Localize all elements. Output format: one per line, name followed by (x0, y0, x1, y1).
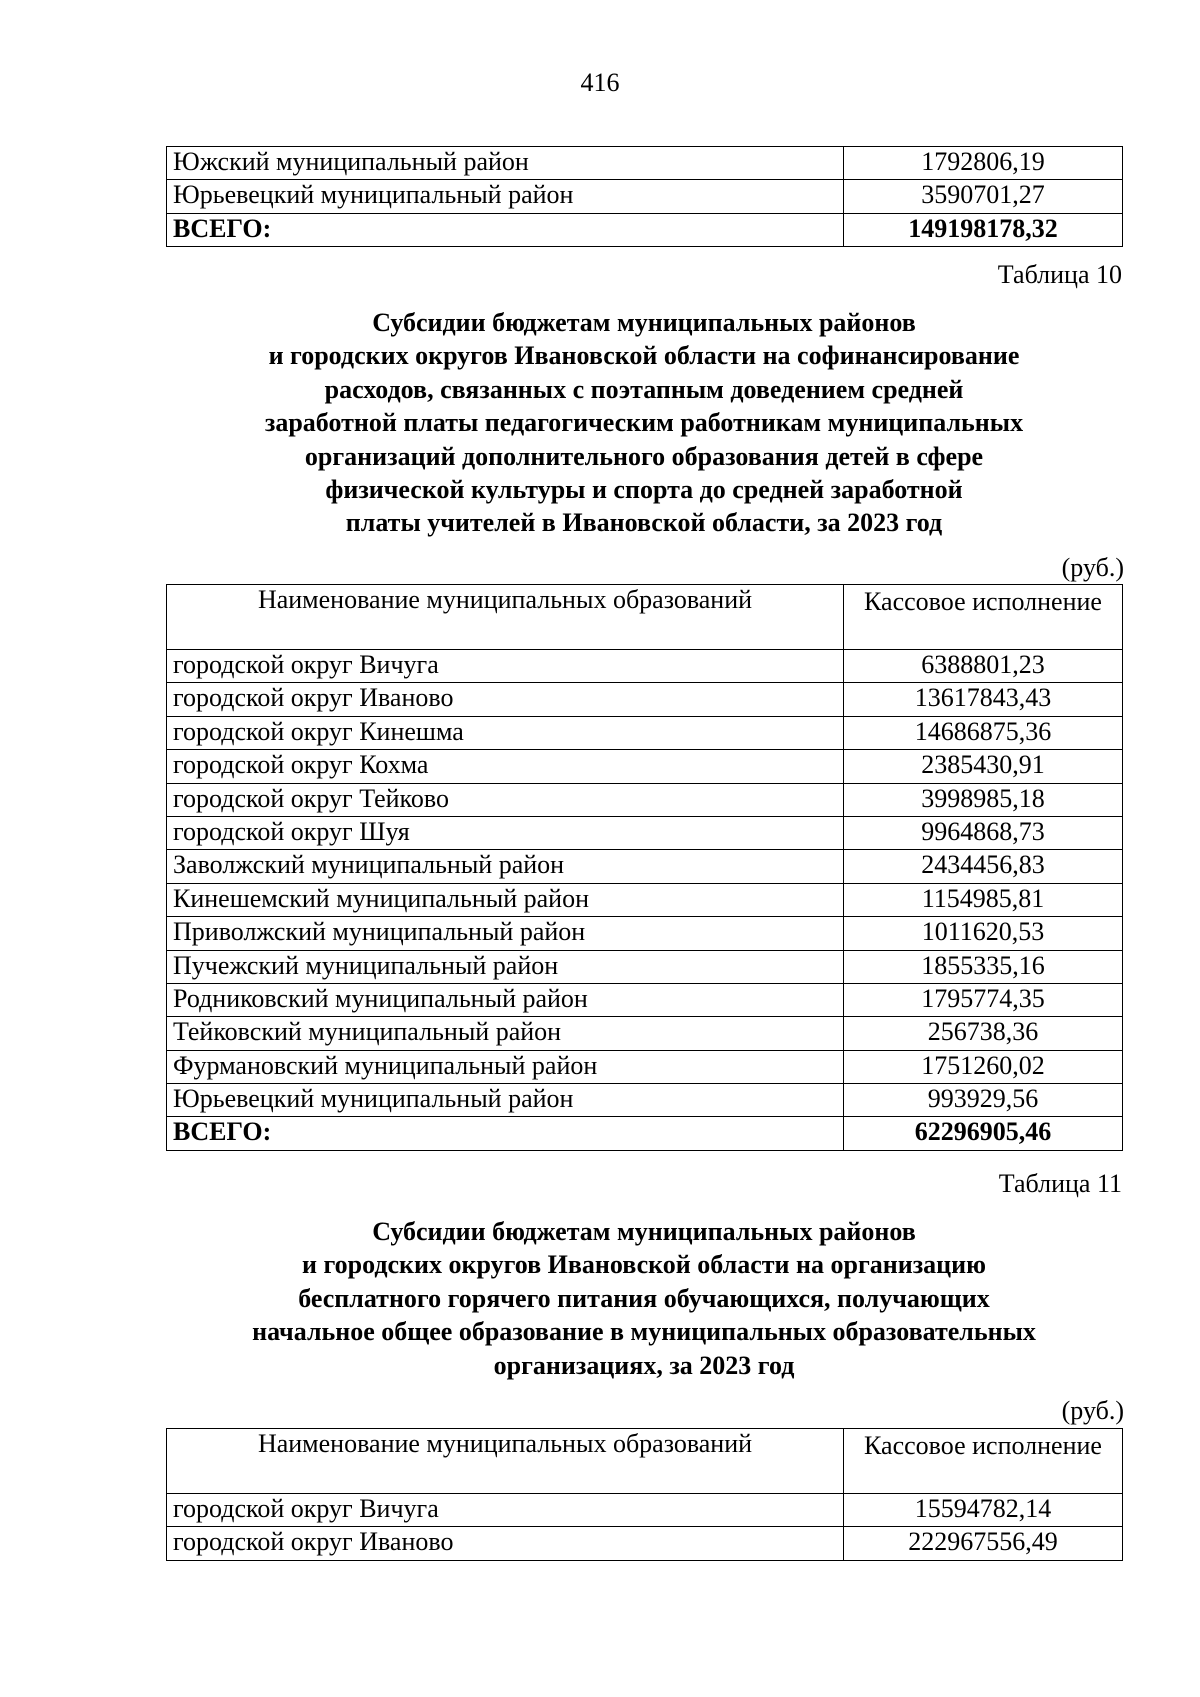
row-name: городской округ Вичуга (167, 650, 844, 683)
row-value: 3998985,18 (844, 783, 1123, 816)
row-value: 2385430,91 (844, 750, 1123, 783)
table-row (167, 1017, 1123, 1050)
row-value: 6388801,23 (844, 650, 1123, 683)
row-name: Юрьевецкий муниципальный район (167, 180, 844, 213)
column-header-value: Кассовое исполнение (844, 1429, 1123, 1494)
column-header-name: Наименование муниципальных образований (167, 1429, 844, 1494)
row-name: Юрьевецкий муниципальный район (167, 1084, 844, 1117)
row-value: 13617843,43 (844, 683, 1123, 716)
row-value: 1795774,35 (844, 983, 1123, 1016)
table-row (167, 750, 1123, 783)
row-name: городской округ Иваново (167, 1527, 844, 1560)
table-row (167, 180, 1123, 213)
title-line: организаций дополнительного образования детей в сфере (304, 441, 984, 471)
row-value: 9964868,73 (844, 816, 1123, 849)
row-name: Приволжский муниципальный район (167, 917, 844, 950)
table-10-label: Таблица 10 (997, 260, 1122, 289)
total-value: 149198178,32 (844, 213, 1123, 246)
total-row (167, 213, 1123, 246)
row-name: Тейковский муниципальный район (167, 1017, 844, 1050)
row-name: городской округ Кохма (167, 750, 844, 783)
table-row (167, 983, 1123, 1016)
title-line: физической культуры и спорта до средней заработной (325, 475, 963, 505)
carry-over-table (166, 146, 1123, 247)
row-name: Заволжский муниципальный район (167, 850, 844, 883)
row-name: городской округ Иваново (167, 683, 844, 716)
title-line: заработной платы педагогическим работникам муниципальных (264, 408, 1024, 438)
table-row (167, 816, 1123, 849)
table-row (167, 1494, 1123, 1527)
table-11-label: Таблица 11 (998, 1169, 1122, 1198)
table-row (167, 783, 1123, 816)
row-value: 1751260,02 (844, 1050, 1123, 1083)
total-label: ВСЕГО: (167, 1117, 844, 1150)
total-value: 62296905,46 (844, 1117, 1123, 1150)
row-value: 1154985,81 (844, 883, 1123, 916)
table-row (167, 1084, 1123, 1117)
row-name: городской округ Кинешма (167, 716, 844, 749)
table-11 (166, 1428, 1123, 1561)
row-value: 222967556,49 (844, 1527, 1123, 1560)
row-value: 993929,56 (844, 1084, 1123, 1117)
table-row (167, 883, 1123, 916)
table-10-unit: (руб.) (1061, 553, 1124, 582)
title-line: бесплатного горячего питания обучающихся, получающих (298, 1283, 990, 1313)
title-line: организациях, за 2023 год (493, 1350, 795, 1380)
total-label: ВСЕГО: (167, 213, 844, 246)
row-value: 15594782,14 (844, 1494, 1123, 1527)
table-row (167, 1050, 1123, 1083)
column-header-value: Кассовое исполнение (844, 585, 1123, 650)
row-name: Пучежский муниципальный район (167, 950, 844, 983)
table-row (167, 950, 1123, 983)
title-line: и городских округов Ивановской области на софинансирование (268, 341, 1020, 371)
title-line: Субсидии бюджетам муниципальных районов (372, 1217, 916, 1246)
table-row (167, 917, 1123, 950)
title-line: расходов, связанных с поэтапным доведением средней (324, 374, 964, 404)
table-header-row (167, 585, 1123, 650)
row-value: 1792806,19 (844, 147, 1123, 180)
row-name: городской округ Тейково (167, 783, 844, 816)
table-row (167, 1527, 1123, 1560)
row-value: 14686875,36 (844, 716, 1123, 749)
table-row (167, 650, 1123, 683)
table-11-title (166, 1215, 1122, 1382)
title-line: Субсидии бюджетам муниципальных районов (372, 308, 916, 337)
title-line: платы учителей в Ивановской области, за 2023 год (345, 508, 943, 538)
table-11-unit: (руб.) (1061, 1396, 1124, 1425)
row-name: Родниковский муниципальный район (167, 983, 844, 1016)
title-line: и городских округов Ивановской области на организацию (302, 1250, 986, 1280)
table-10-title (166, 306, 1122, 540)
row-value: 2434456,83 (844, 850, 1123, 883)
row-value: 1855335,16 (844, 950, 1123, 983)
table-header-row (167, 1429, 1123, 1494)
column-header-name: Наименование муниципальных образований (167, 585, 844, 650)
row-name: Южский муниципальный район (167, 147, 844, 180)
row-value: 1011620,53 (844, 917, 1123, 950)
row-name: Кинешемский муниципальный район (167, 883, 844, 916)
row-name: городской округ Шуя (167, 816, 844, 849)
row-value: 256738,36 (844, 1017, 1123, 1050)
row-value: 3590701,27 (844, 180, 1123, 213)
table-row (167, 147, 1123, 180)
total-row (167, 1117, 1123, 1150)
table-row (167, 716, 1123, 749)
title-line: начальное общее образование в муниципальных образовательных (252, 1317, 1036, 1347)
table-row (167, 683, 1123, 716)
row-name: городской округ Вичуга (167, 1494, 844, 1527)
page-number: 416 (580, 68, 620, 97)
table-10 (166, 584, 1123, 1151)
row-name: Фурмановский муниципальный район (167, 1050, 844, 1083)
table-row (167, 850, 1123, 883)
